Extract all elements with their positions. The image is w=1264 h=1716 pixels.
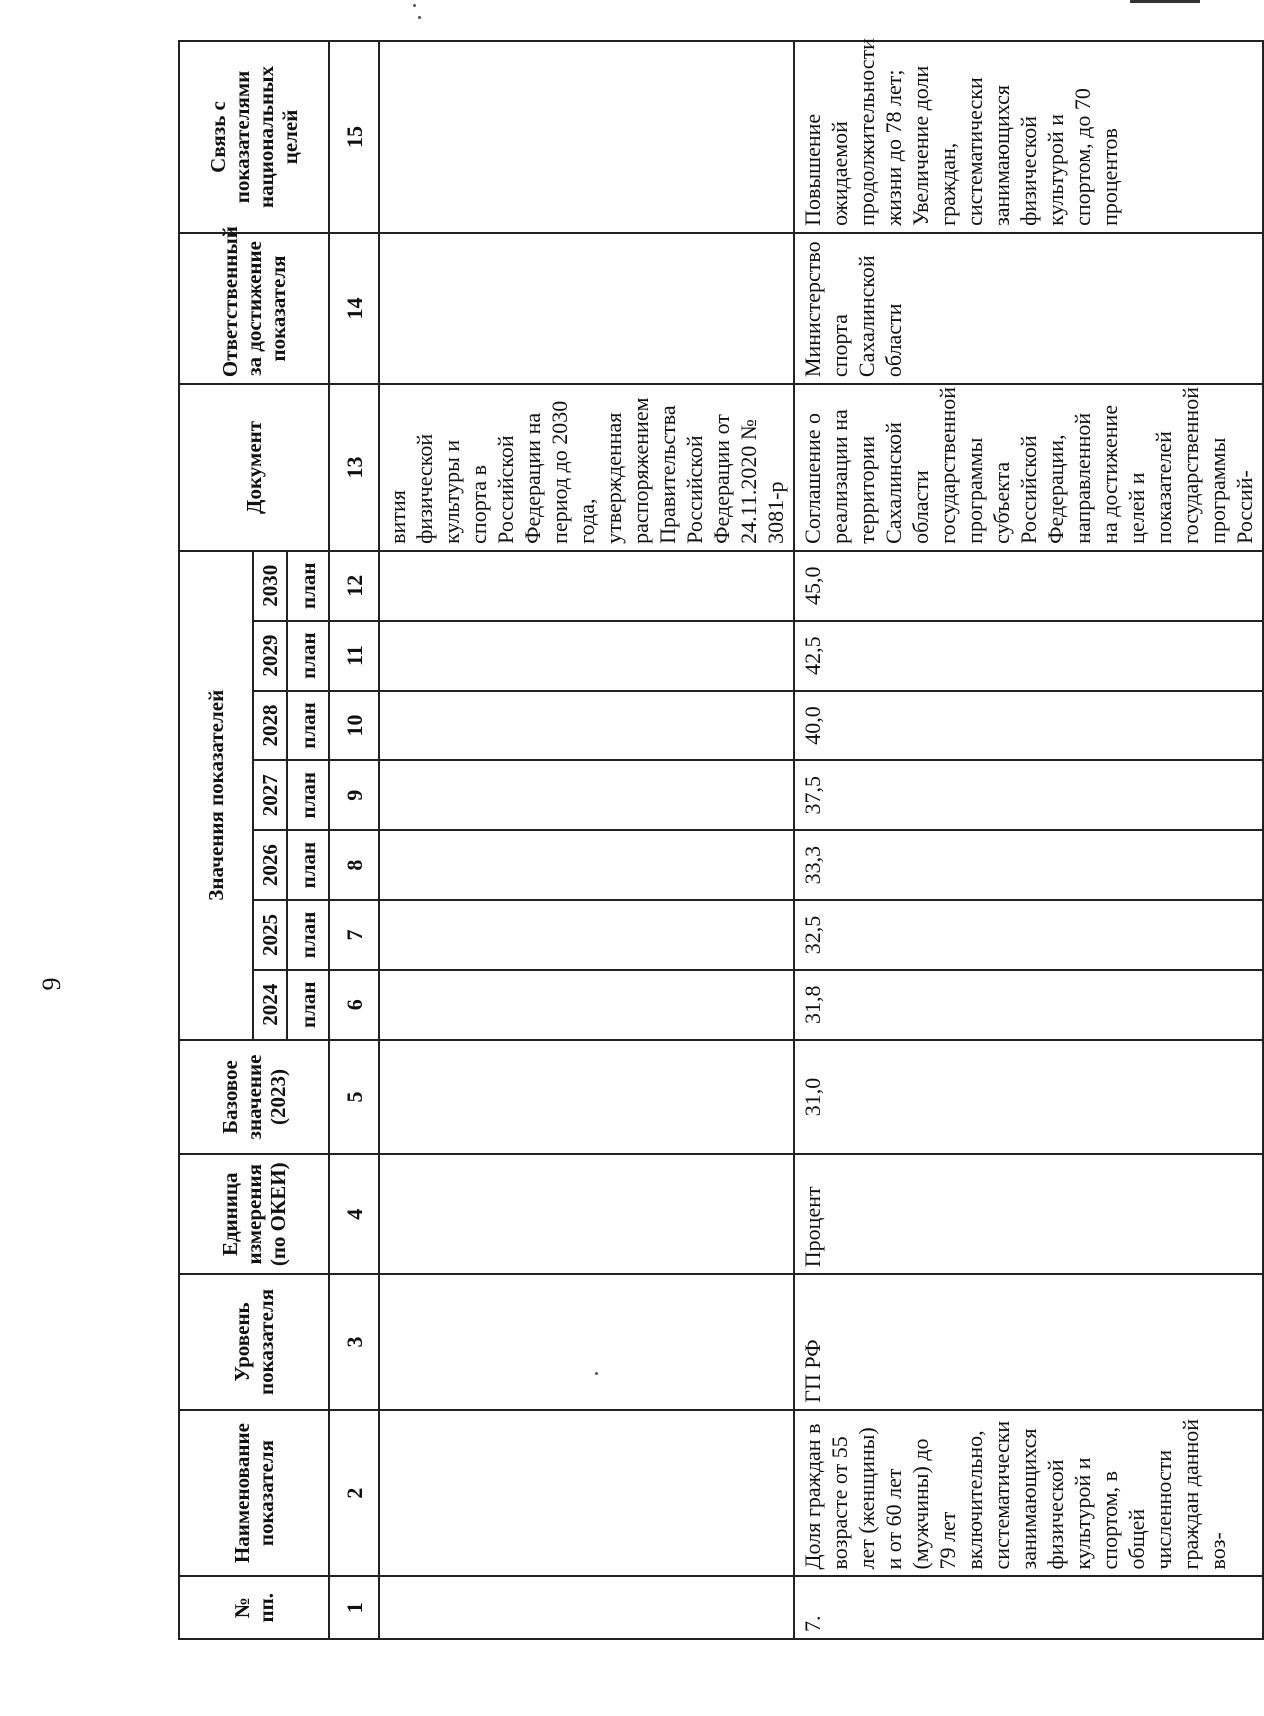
- header-base: Базовое значение (2023): [179, 1040, 329, 1155]
- header-year: 2024: [253, 970, 287, 1040]
- indicator-unit: Процент: [794, 1154, 1263, 1274]
- scan-speck: [418, 16, 421, 19]
- base-value: 31,0: [794, 1040, 1263, 1155]
- header-plan: план: [287, 900, 329, 970]
- empty-cell: [379, 1410, 794, 1577]
- header-level: Уровень показателя: [179, 1274, 329, 1410]
- header-plan: план: [287, 691, 329, 761]
- header-plan: план: [287, 621, 329, 691]
- header-unit: Единица измерения (по ОКЕИ): [179, 1154, 329, 1274]
- header-responsible: Ответственный за достижение показателя: [179, 233, 329, 384]
- scan-edge-mark: [1130, 0, 1200, 3]
- rotated-table-container: [178, 38, 1257, 1640]
- header-plan: план: [287, 760, 329, 830]
- continuation-document: вития физической культуры и спорта в Российской Федерации на период до 2030 года, утвержденная распоряжением Правительства Российской Федерации от 24.11.2020 № 3081-р: [379, 384, 794, 551]
- header-national-goals: Связь с показателями национальных целей: [179, 41, 329, 233]
- column-number: 15: [329, 41, 379, 233]
- empty-cell: [379, 691, 794, 761]
- empty-cell: [379, 1040, 794, 1155]
- empty-cell: [379, 1154, 794, 1274]
- value-2026: 33,3: [794, 830, 1263, 900]
- header-name: Наименование показателя: [179, 1410, 329, 1577]
- empty-cell: [379, 233, 794, 384]
- header-plan: план: [287, 830, 329, 900]
- scan-speck: [413, 4, 416, 7]
- column-number: 9: [329, 760, 379, 830]
- header-num: № пп.: [179, 1576, 329, 1639]
- header-values-group: Значения показателей: [179, 551, 253, 1040]
- continuation-row: [379, 41, 794, 1639]
- column-number: 11: [329, 621, 379, 691]
- value-2030: 45,0: [794, 551, 1263, 621]
- empty-cell: [379, 41, 794, 233]
- value-2029: 42,5: [794, 621, 1263, 691]
- header-year: 2029: [253, 621, 287, 691]
- value-2028: 40,0: [794, 691, 1263, 761]
- column-number: 7: [329, 900, 379, 970]
- column-number: 12: [329, 551, 379, 621]
- column-number: 13: [329, 384, 379, 551]
- header-document: Документ: [179, 384, 329, 551]
- indicator-document: Соглашение о реализации на территории Сахалинской области государственной программы субъекта Российской Федерации, направленной на достижение целей и показателей государственной программы Россий-: [794, 384, 1263, 551]
- header-plan: план: [287, 970, 329, 1040]
- header-year: 2025: [253, 900, 287, 970]
- value-2027: 37,5: [794, 760, 1263, 830]
- empty-cell: [379, 830, 794, 900]
- value-2025: 32,5: [794, 900, 1263, 970]
- empty-cell: [379, 900, 794, 970]
- column-number: 14: [329, 233, 379, 384]
- indicator-row-7: [794, 41, 1263, 1639]
- indicator-responsible: Министерство спорта Сахалинской области: [794, 233, 1263, 384]
- row-number: 7.: [794, 1576, 1263, 1639]
- empty-cell: [379, 551, 794, 621]
- column-number: 6: [329, 970, 379, 1040]
- indicator-level: ГП РФ: [794, 1274, 1263, 1410]
- column-number: 3: [329, 1274, 379, 1410]
- column-number: 2: [329, 1410, 379, 1577]
- column-number: 5: [329, 1040, 379, 1155]
- empty-cell: [379, 970, 794, 1040]
- header-year: 2030: [253, 551, 287, 621]
- indicator-name: Доля граждан в возрасте от 55 лет (женщины) и от 60 лет (мужчины) до 79 лет включительно, систематически занимающихся физической культурой и спортом, в общей численности граждан данной воз-: [794, 1410, 1263, 1577]
- indicator-national-goal: Повышение ожидаемой продолжительности жизни до 78 лет; Увеличение доли граждан, систематически занимающихся физической культурой и спортом, до 70 процентов: [794, 41, 1263, 233]
- header-year: 2027: [253, 760, 287, 830]
- column-number: 8: [329, 830, 379, 900]
- empty-cell: [379, 760, 794, 830]
- header-plan: план: [287, 551, 329, 621]
- value-2024: 31,8: [794, 970, 1263, 1040]
- header-year: 2028: [253, 691, 287, 761]
- column-number: 10: [329, 691, 379, 761]
- indicators-table: [178, 40, 1264, 1640]
- empty-cell: [379, 1274, 794, 1410]
- header-year: 2026: [253, 830, 287, 900]
- column-number: 1: [329, 1576, 379, 1639]
- empty-cell: [379, 621, 794, 691]
- page-number: 9: [37, 977, 66, 991]
- empty-cell: [379, 1576, 794, 1639]
- column-number: 4: [329, 1154, 379, 1274]
